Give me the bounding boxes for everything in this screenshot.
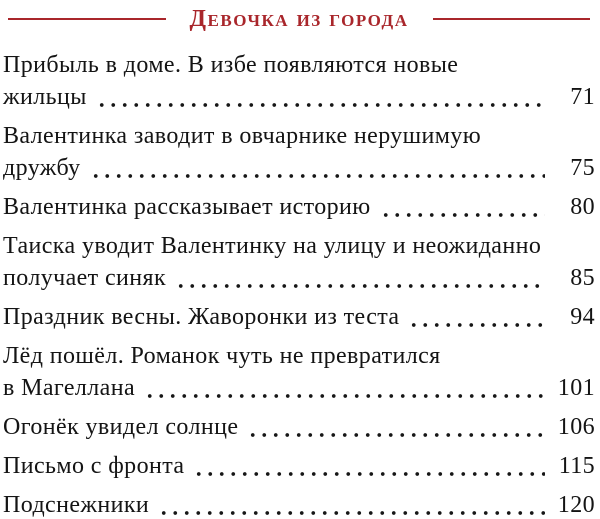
entry-title-text: жильцы bbox=[3, 84, 87, 110]
entry-title-line bbox=[3, 411, 595, 443]
entry-title-line bbox=[3, 152, 595, 184]
entry-title-line bbox=[3, 489, 595, 519]
entry-title-line bbox=[3, 372, 595, 404]
chapter-header bbox=[3, 6, 595, 31]
toc-entry[interactable] bbox=[3, 489, 595, 519]
toc-entry[interactable] bbox=[3, 191, 595, 223]
entry-title-text: Письмо с фронта bbox=[3, 453, 185, 479]
entry-title-line bbox=[3, 262, 595, 294]
book-title: Девочка из города bbox=[189, 5, 409, 32]
dot-leader bbox=[90, 172, 545, 180]
page-number: 120 bbox=[557, 492, 595, 518]
header-rule-right bbox=[433, 18, 591, 20]
entry-title-text: получает синяк bbox=[3, 265, 167, 291]
toc-entry[interactable] bbox=[3, 120, 595, 184]
page-number: 106 bbox=[557, 414, 595, 440]
page-number: 75 bbox=[570, 155, 595, 181]
header-rule-left bbox=[8, 18, 166, 20]
dot-leader bbox=[175, 282, 545, 290]
toc-entry[interactable] bbox=[3, 230, 595, 294]
toc-entry[interactable] bbox=[3, 49, 595, 113]
toc-entry[interactable] bbox=[3, 450, 595, 482]
dot-leader bbox=[380, 211, 545, 219]
page-number: 115 bbox=[558, 453, 595, 479]
entry-title-line: Прибыль в доме. В избе появляются новые bbox=[3, 52, 459, 78]
entry-title-line: Валентинка заводит в овчарнике нерушимую bbox=[3, 123, 482, 149]
entry-title-text: Огонёк увидел солнце bbox=[3, 414, 239, 440]
entry-title-text: Праздник весны. Жаворонки из теста bbox=[3, 304, 400, 330]
dot-leader bbox=[408, 321, 545, 329]
dot-leader bbox=[193, 470, 545, 478]
page-number: 85 bbox=[570, 265, 595, 291]
page-number: 101 bbox=[557, 375, 595, 401]
entry-title-line bbox=[3, 81, 595, 113]
entry-title-text: Подснежники bbox=[3, 492, 150, 518]
entry-title-text: Валентинка рассказывает историю bbox=[3, 194, 371, 220]
entry-title-text: дружбу bbox=[3, 155, 81, 181]
toc-list bbox=[3, 49, 595, 519]
toc-entry[interactable] bbox=[3, 301, 595, 333]
page-number: 80 bbox=[570, 194, 595, 220]
dot-leader bbox=[144, 392, 545, 400]
entry-title-text: в Магеллана bbox=[3, 375, 136, 401]
page-number: 71 bbox=[570, 84, 595, 110]
entry-title-line bbox=[3, 191, 595, 223]
entry-title-line bbox=[3, 301, 595, 333]
dot-leader bbox=[158, 509, 545, 517]
entry-title-line: Таиска уводит Валентинку на улицу и неожиданно bbox=[3, 233, 542, 259]
page-number: 94 bbox=[570, 304, 595, 330]
toc-entry[interactable] bbox=[3, 411, 595, 443]
entry-title-line: Лёд пошёл. Романок чуть не превратился bbox=[3, 343, 441, 369]
toc-entry[interactable] bbox=[3, 340, 595, 404]
dot-leader bbox=[247, 431, 545, 439]
dot-leader bbox=[96, 101, 545, 109]
entry-title-line bbox=[3, 450, 595, 482]
